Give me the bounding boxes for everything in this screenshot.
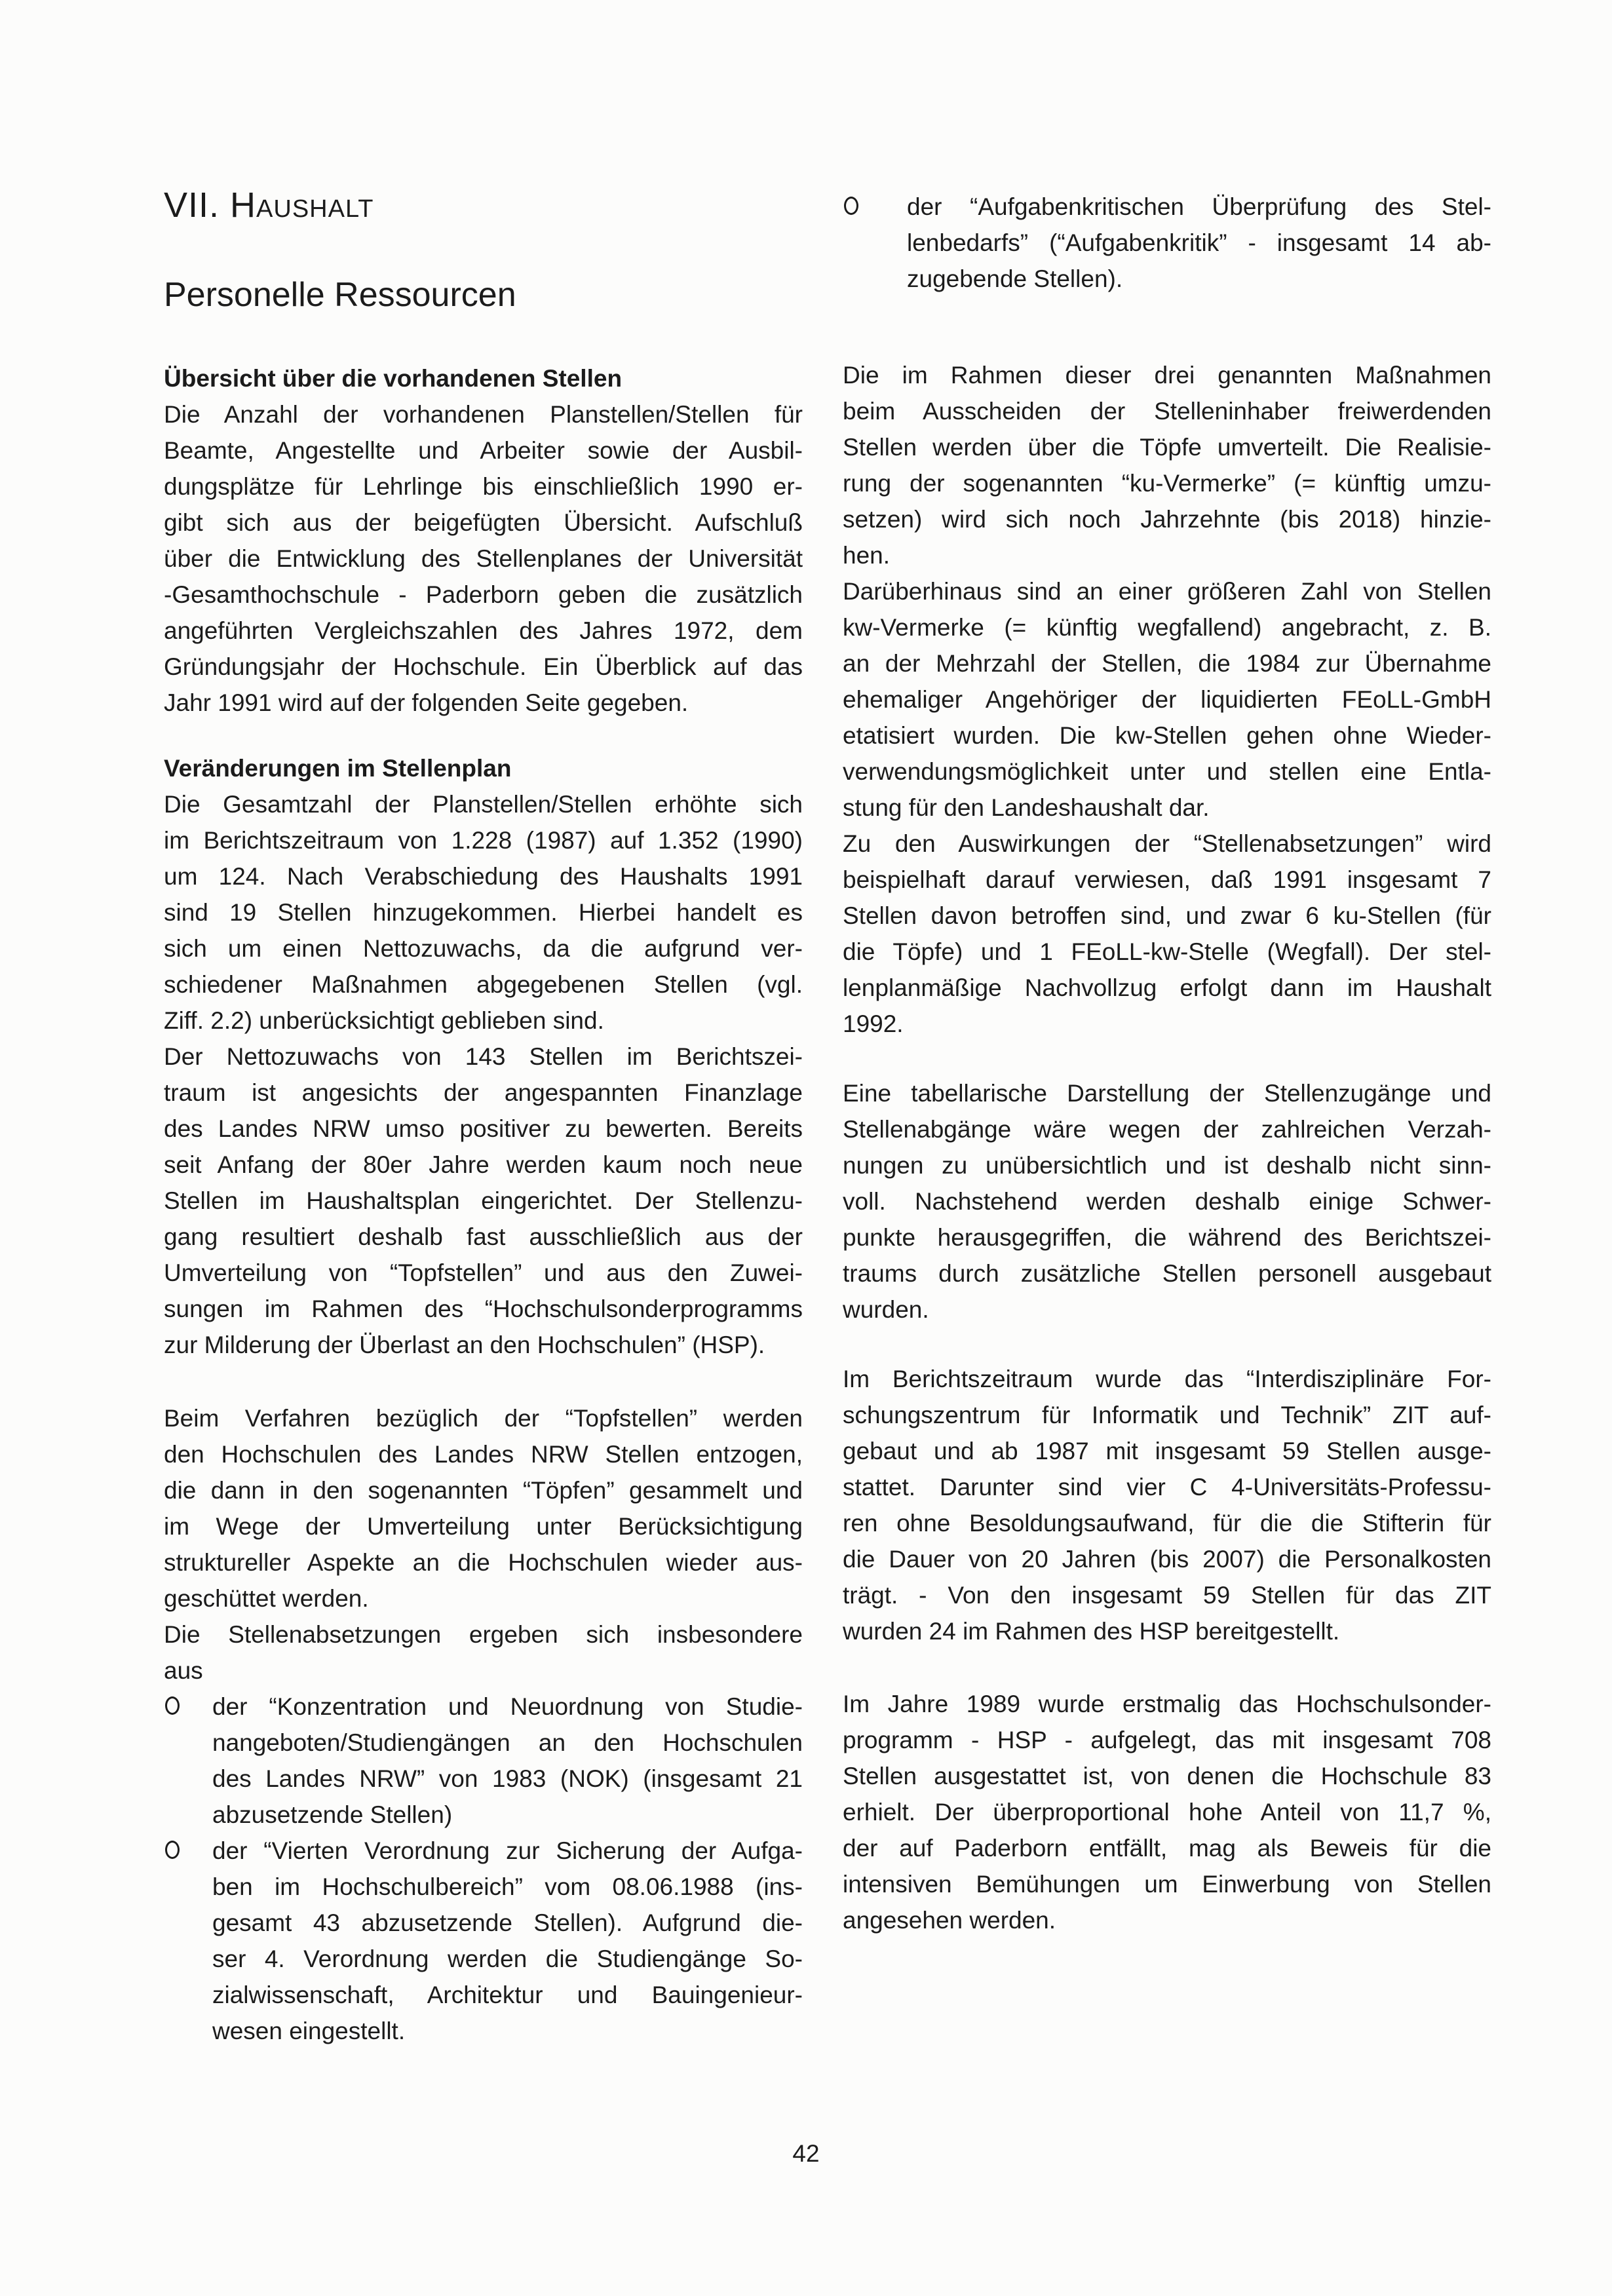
text-line: seit Anfang der 80er Jahre werden kaum noch neue — [164, 1151, 803, 1178]
paragraph — [843, 826, 1491, 1042]
text-line: ser 4. Verordnung werden die Studiengänge So- — [212, 1945, 803, 1972]
text-line: Gründungsjahr der Hochschule. Ein Überblick auf das — [164, 653, 803, 680]
text-line: des Landes NRW” von 1983 (NOK) (insgesamt 21 — [212, 1765, 803, 1792]
text-line: -Gesamthochschule - Paderborn geben die zusätzlich — [164, 581, 803, 608]
text-line: etatisiert wurden. Die kw-Stellen gehen ohne Wieder- — [843, 722, 1491, 749]
text-block — [164, 750, 803, 1363]
text-line: setzen) wird sich noch Jahrzehnte (bis 2018) hinzie- — [843, 506, 1491, 533]
text-line: Stellen im Haushaltsplan eingerichtet. Der Stellenzu- — [164, 1187, 803, 1214]
circle-bullet-icon — [844, 197, 858, 215]
text-line: die Dauer von 20 Jahren (bis 2007) die Personalkosten — [843, 1546, 1491, 1573]
text-block — [164, 1400, 803, 2049]
text-line: zur Milderung der Überlast an den Hochschulen” (HSP). — [164, 1331, 765, 1358]
page-number: 42 — [792, 2140, 820, 2167]
text-line: Beim Verfahren bezüglich der “Topfstellen” werden — [164, 1405, 803, 1432]
text-block — [843, 357, 1491, 1042]
text-line: Eine tabellarische Darstellung der Stellenzugänge und — [843, 1080, 1491, 1107]
text-line: beispielhaft darauf verwiesen, daß 1991 insgesamt 7 — [843, 866, 1491, 893]
text-line: Umverteilung von “Topfstellen” und aus den Zuwei- — [164, 1259, 803, 1286]
text-line: der “Aufgabenkritischen Überprüfung des Stel- — [907, 193, 1491, 220]
text-line: Stellen werden über die Töpfe umverteilt. Die Realisie- — [843, 434, 1491, 461]
text-line: programm - HSP - aufgelegt, das mit insgesamt 708 — [843, 1727, 1491, 1753]
text-line: trägt. - Von den insgesamt 59 Stellen für das ZIT — [843, 1582, 1491, 1609]
text-line: stattet. Darunter sind vier C 4-Universitäts-Professu- — [843, 1474, 1491, 1501]
section-heading — [164, 360, 803, 396]
text-line: Stellen davon betroffen sind, und zwar 6 ku-Stellen (für — [843, 902, 1491, 929]
text-line: Die im Rahmen dieser drei genannten Maßnahmen — [843, 362, 1491, 389]
text-line: den Hochschulen des Landes NRW Stellen entzogen, — [164, 1441, 803, 1468]
paragraph — [164, 396, 803, 721]
paragraph — [843, 1686, 1491, 1938]
text-line: die Töpfe) und 1 FEoLL-kw-Stelle (Wegfall). Der stel- — [843, 938, 1491, 965]
text-line: Im Jahre 1989 wurde erstmalig das Hochschulsonder- — [843, 1691, 1491, 1717]
text-line: gesamt 43 abzusetzende Stellen). Aufgrund die- — [212, 1909, 803, 1936]
paragraph — [843, 357, 1491, 573]
bullet-item — [164, 1833, 803, 2049]
text-line: sich um einen Nettozuwachs, da die aufgrund ver- — [164, 935, 803, 962]
text-line: nungen zu unübersichtlich und ist deshalb nicht sinn- — [843, 1152, 1491, 1179]
text-line: des Landes NRW umso positiver zu bewerten. Bereits — [164, 1115, 803, 1142]
text-line: sind 19 Stellen hinzugekommen. Hierbei handelt es — [164, 899, 803, 926]
text-line: Übersicht über die vorhandenen Stellen — [164, 365, 623, 392]
circle-bullet-icon — [165, 1696, 180, 1715]
text-block — [843, 189, 1491, 297]
text-line: rung der sogenannten “ku-Vermerke” (= künftig umzu- — [843, 470, 1491, 497]
paragraph — [164, 1617, 803, 1689]
text-line: über die Entwicklung des Stellenplanes der Universität — [164, 545, 803, 572]
text-line: Zu den Auswirkungen der “Stellenabsetzungen” wird — [843, 830, 1491, 857]
text-line: verwendungsmöglichkeit unter und stellen eine Entla- — [843, 758, 1491, 785]
text-line: Veränderungen im Stellenplan — [164, 755, 512, 782]
text-line: voll. Nachstehend werden deshalb einige Schwer- — [843, 1188, 1491, 1215]
text-line: sungen im Rahmen des “Hochschulsonderprogramms — [164, 1295, 803, 1322]
text-line: geschüttet werden. — [164, 1585, 369, 1612]
chapter-title: VII. Haushalt — [164, 185, 374, 225]
text-line: punkte herausgegriffen, die während des Berichtszei- — [843, 1224, 1491, 1251]
text-line: Die Stellenabsetzungen ergeben sich insbesondere — [164, 1621, 803, 1648]
text-line: nangeboten/Studiengängen an den Hochschulen — [212, 1729, 803, 1756]
text-line: angeführten Vergleichszahlen des Jahres 1972, dem — [164, 617, 803, 644]
text-line: traum ist angesichts der angespannten Finanzlage — [164, 1079, 803, 1106]
text-line: abzusetzende Stellen) — [212, 1801, 453, 1828]
paragraph — [843, 573, 1491, 826]
text-line: angesehen werden. — [843, 1907, 1056, 1934]
text-line: wurden. — [843, 1296, 929, 1323]
paragraph — [164, 1400, 803, 1617]
text-line: ehemaliger Angehöriger der liquidierten FEoLL-GmbH — [843, 686, 1491, 713]
bullet-item — [164, 1689, 803, 1833]
text-line: an der Mehrzahl der Stellen, die 1984 zur Übernahme — [843, 650, 1491, 677]
section-heading — [164, 750, 803, 786]
text-line: wesen eingestellt. — [212, 2018, 406, 2044]
section-title: Personelle Ressourcen — [164, 276, 516, 314]
paragraph — [164, 1039, 803, 1363]
text-line: Ziff. 2.2) unberücksichtigt geblieben sind. — [164, 1007, 604, 1034]
text-line: intensiven Bemühungen um Einwerbung von Stellen — [843, 1871, 1491, 1898]
text-line: der auf Paderborn entfällt, mag als Beweis für die — [843, 1835, 1491, 1862]
text-line: Im Berichtszeitraum wurde das “Interdisziplinäre For- — [843, 1366, 1491, 1392]
text-line: kw-Vermerke (= künftig wegfallend) angebracht, z. B. — [843, 614, 1491, 641]
text-line: Die Anzahl der vorhandenen Planstellen/Stellen für — [164, 401, 803, 428]
bullet-item — [843, 189, 1491, 297]
paragraph — [164, 786, 803, 1039]
text-block — [843, 1075, 1491, 1328]
text-line: gebaut und ab 1987 mit insgesamt 59 Stellen ausge- — [843, 1438, 1491, 1464]
text-block — [843, 1361, 1491, 1649]
text-line: ben im Hochschulbereich” vom 08.06.1988 (ins- — [212, 1873, 803, 1900]
text-line: gang resultiert deshalb fast ausschließlich aus der — [164, 1223, 803, 1250]
text-line: Beamte, Angestellte und Arbeiter sowie der Ausbil- — [164, 437, 803, 464]
text-line: erhielt. Der überproportional hohe Anteil von 11,7 %, — [843, 1799, 1491, 1826]
text-line: hen. — [843, 542, 891, 569]
text-line: Jahr 1991 wird auf der folgenden Seite gegeben. — [164, 689, 689, 716]
text-line: Stellenabgänge wäre wegen der zahlreichen Verzah- — [843, 1116, 1491, 1143]
text-line: im Berichtszeitraum von 1.228 (1987) auf 1.352 (1990) — [164, 827, 803, 854]
text-line: gibt sich aus der beigefügten Übersicht. Aufschluß — [164, 509, 803, 536]
paragraph — [843, 1361, 1491, 1649]
text-block — [164, 360, 803, 721]
text-line: ren ohne Besoldungsaufwand, für die die Stifterin für — [843, 1510, 1491, 1537]
text-line: Darüberhinaus sind an einer größeren Zahl von Stellen — [843, 578, 1491, 605]
text-line: Der Nettozuwachs von 143 Stellen im Berichtszei- — [164, 1043, 803, 1070]
text-block — [843, 1686, 1491, 1938]
text-line: beim Ausscheiden der Stelleninhaber freiwerdenden — [843, 398, 1491, 425]
text-line: aus — [164, 1657, 203, 1684]
text-line: schungszentrum für Informatik und Technik” ZIT auf- — [843, 1402, 1491, 1428]
text-line: stung für den Landeshaushalt dar. — [843, 794, 1210, 821]
text-line: im Wege der Umverteilung unter Berücksichtigung — [164, 1513, 803, 1540]
text-line: lenbedarfs” (“Aufgabenkritik” - insgesamt 14 ab- — [907, 229, 1491, 256]
text-line: schiedener Maßnahmen abgegebenen Stellen (vgl. — [164, 971, 803, 998]
text-line: der “Vierten Verordnung zur Sicherung der Aufga- — [212, 1837, 803, 1864]
paragraph — [843, 1075, 1491, 1328]
text-line: zugebende Stellen). — [907, 265, 1123, 292]
circle-bullet-icon — [165, 1841, 180, 1859]
text-line: wurden 24 im Rahmen des HSP bereitgestellt. — [843, 1618, 1340, 1645]
text-line: 1992. — [843, 1010, 904, 1037]
text-line: Stellen ausgestattet ist, von denen die Hochschule 83 — [843, 1763, 1491, 1789]
text-line: Die Gesamtzahl der Planstellen/Stellen erhöhte sich — [164, 791, 803, 818]
text-line: zialwissenschaft, Architektur und Bauingenieur- — [212, 1981, 803, 2008]
text-line: struktureller Aspekte an die Hochschulen wieder aus- — [164, 1549, 803, 1576]
text-line: um 124. Nach Verabschiedung des Haushalts 1991 — [164, 863, 803, 890]
text-line: lenplanmäßige Nachvollzug erfolgt dann im Haushalt — [843, 974, 1491, 1001]
text-line: dungsplätze für Lehrlinge bis einschließlich 1990 er- — [164, 473, 803, 500]
text-line: traums durch zusätzliche Stellen personell ausgebaut — [843, 1260, 1491, 1287]
text-line: die dann in den sogenannten “Töpfen” gesammelt und — [164, 1477, 803, 1504]
text-line: der “Konzentration und Neuordnung von Studie- — [212, 1693, 803, 1720]
